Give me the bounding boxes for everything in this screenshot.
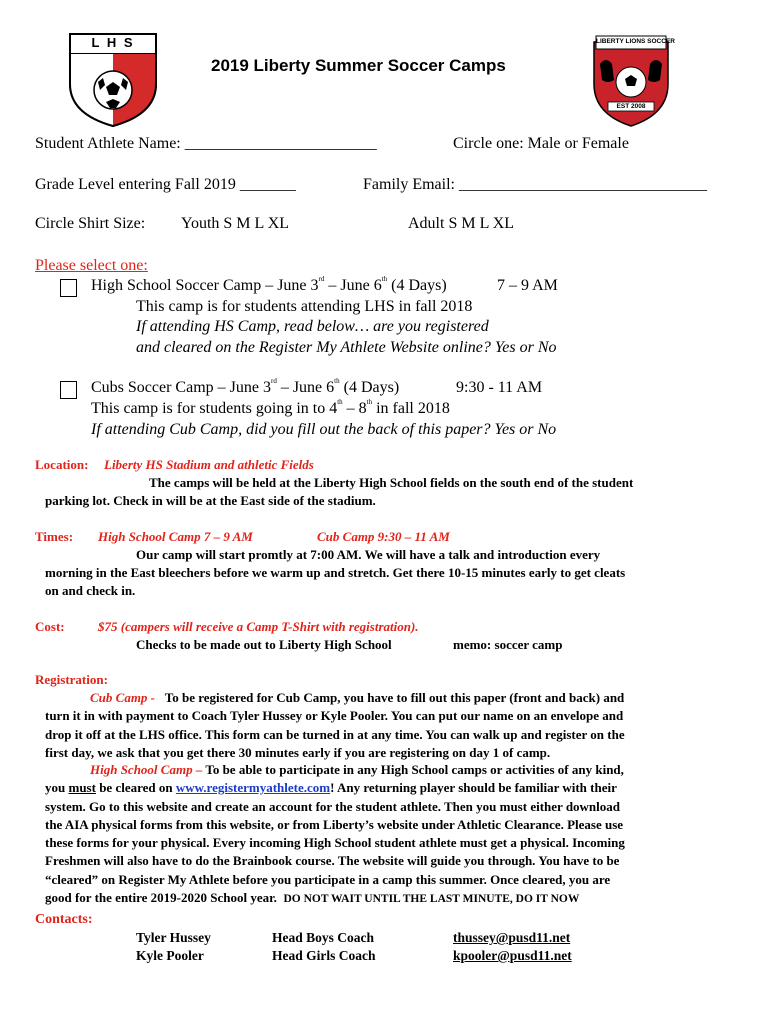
cubs-camp-description: This camp is for students going in to 4th – 8th in fall 2018 — [91, 398, 450, 417]
adult-sizes-field[interactable]: Adult S M L XL — [408, 215, 515, 232]
registration-warning: DO NOT WAIT UNTIL THE LAST MINUTE, DO IT NOW — [283, 893, 580, 906]
grade-level-field[interactable]: Grade Level entering Fall 2019 _______ — [35, 176, 296, 193]
registration-hs: High School Camp – To be able to participate in any High School camps or activities of any kind, you must be cleared on www.registermyathlete.com! Any returning player should be familiar with their system. Go to this website and create an account for the student athlete. Then you must either download the AIA physical forms from this website, or from Liberty’s website under Athletic Clearance. Please use these forms for your physical. Every incoming High School student athlete must get a physical. Incoming Freshmen will also have to do the Brainbook course. The website will guide you through. You have to be “cleared” on Register My Athlete before you participate in a camp this summer. Once cleared, you are good for the entire 2019-2020 School year. DO NOT WAIT UNTIL THE LAST MINUTE, DO IT NOW — [45, 761, 725, 908]
cubs-camp-title: Cubs Soccer Camp – June 3rd – June 6th (4 Days) — [91, 377, 400, 396]
youth-sizes-field[interactable]: Youth S M L XL — [181, 215, 290, 232]
registration-cub-line: first day, we ask that you get there 30 minutes early if you are registering on day 1 of camp. — [45, 744, 551, 760]
contact-email[interactable]: thussey@pusd11.net — [453, 930, 571, 945]
registration-hs-line: system. Go to this website and create an account for the student athlete. Then you must either download — [45, 798, 621, 814]
hs-camp-description: This camp is for students attending LHS in fall 2018 — [136, 298, 473, 315]
contact-name: Kyle Pooler — [136, 948, 204, 963]
gender-field[interactable]: Circle one: Male or Female — [453, 135, 629, 152]
registration-hs-line: “cleared” on Register My Athlete before you participate in a camp this summer. Once cleared, you are — [45, 871, 611, 887]
cubs-camp-time: 9:30 - 11 AM — [456, 379, 543, 396]
location-label: Location: — [35, 457, 89, 472]
times-text-3: on and check in. — [45, 583, 136, 598]
registration-cub: Cub Camp - To be registered for Cub Camp, you have to fill out this paper (front and back) and turn it in with payment to Coach Tyler Hussey or Kyle Pooler. You can put our name on an envelope and drop it off at the LHS office. This form can be turned in at any time. You can walk up and register on the first day, we ask that you get there 30 minutes early if you are registering on day 1 of camp. — [45, 689, 725, 762]
contact-name: Tyler Hussey — [136, 930, 211, 945]
contacts-label: Contacts: — [35, 912, 93, 927]
contact-role: Head Girls Coach — [272, 948, 376, 963]
hs-camp-checkbox[interactable] — [60, 279, 77, 297]
times-text-2: morning in the East bleechers before we warm up and stretch. Get there 10-15 minutes early to get cleats — [45, 565, 626, 580]
page-title: 2019 Liberty Summer Soccer Camps — [211, 56, 506, 75]
contact-role: Head Boys Coach — [272, 930, 375, 945]
lhs-shield-logo — [68, 32, 158, 128]
location-text-2: parking lot. Check in will be at the East side of the stadium. — [45, 493, 376, 508]
times-label: Times: — [35, 529, 74, 544]
hs-camp-title: High School Soccer Camp – June 3rd – June 6th (4 Days) — [91, 275, 447, 294]
hs-camp-note-1: If attending HS Camp, read below… are you registered — [136, 318, 489, 335]
registration-hs-line: the AIA physical forms from this website, or from Liberty’s website under Athletic Clearance. Please use — [45, 816, 624, 832]
register-my-athlete-link[interactable]: www.registermyathlete.com — [175, 780, 331, 796]
registration-cub-line: turn it in with payment to Coach Tyler Hussey or Kyle Pooler. You can put our name on an envelope and — [45, 708, 624, 724]
student-name-field[interactable]: Student Athlete Name: ________________________ — [35, 135, 377, 152]
select-heading: Please select one: — [35, 257, 148, 274]
registration-cub-line: drop it off at the LHS office. This form can be turned in at any time. You can walk up and register on the — [45, 726, 625, 742]
family-email-field[interactable]: Family Email: _______________________________ — [363, 176, 707, 193]
registration-hs-line: Freshmen will also have to do the Brainbook course. The website will guide you through. You have to be — [45, 853, 620, 869]
registration-hs-line: these forms for your physical. Every incoming High School student athlete must get a physical. Incoming — [45, 835, 625, 851]
times-hs: High School Camp 7 – 9 AM — [98, 529, 253, 544]
cubs-camp-note: If attending Cub Camp, did you fill out the back of this paper? Yes or No — [91, 421, 557, 438]
location-text-1: The camps will be held at the Liberty High School fields on the south end of the student — [149, 475, 634, 490]
cost-label: Cost: — [35, 619, 65, 634]
registration-label: Registration: — [35, 672, 108, 687]
liberty-lions-soccer-logo — [592, 34, 675, 128]
location-place: Liberty HS Stadium and athletic Fields — [104, 457, 314, 472]
hs-camp-note-2: and cleared on the Register My Athlete Website online? Yes or No — [136, 339, 557, 356]
lhs-logo-text: L H S — [91, 35, 135, 50]
lions-logo-top-text: LIBERTY LIONS SOCCER — [596, 38, 675, 45]
cost-amount: $75 (campers will receive a Camp T-Shirt with registration). — [98, 619, 419, 634]
hs-camp-time: 7 – 9 AM — [497, 277, 558, 294]
times-cub: Cub Camp 9:30 – 11 AM — [317, 529, 450, 544]
lions-logo-bottom-text: EST 2008 — [616, 103, 646, 110]
cost-memo: memo: soccer camp — [453, 637, 563, 652]
cubs-camp-checkbox[interactable] — [60, 381, 77, 399]
times-text-1: Our camp will start promtly at 7:00 AM. We will have a talk and introduction every — [136, 547, 601, 562]
cost-checks: Checks to be made out to Liberty High School — [136, 637, 392, 652]
shirt-size-label: Circle Shirt Size: — [35, 215, 146, 232]
contact-email[interactable]: kpooler@pusd11.net — [453, 948, 572, 963]
